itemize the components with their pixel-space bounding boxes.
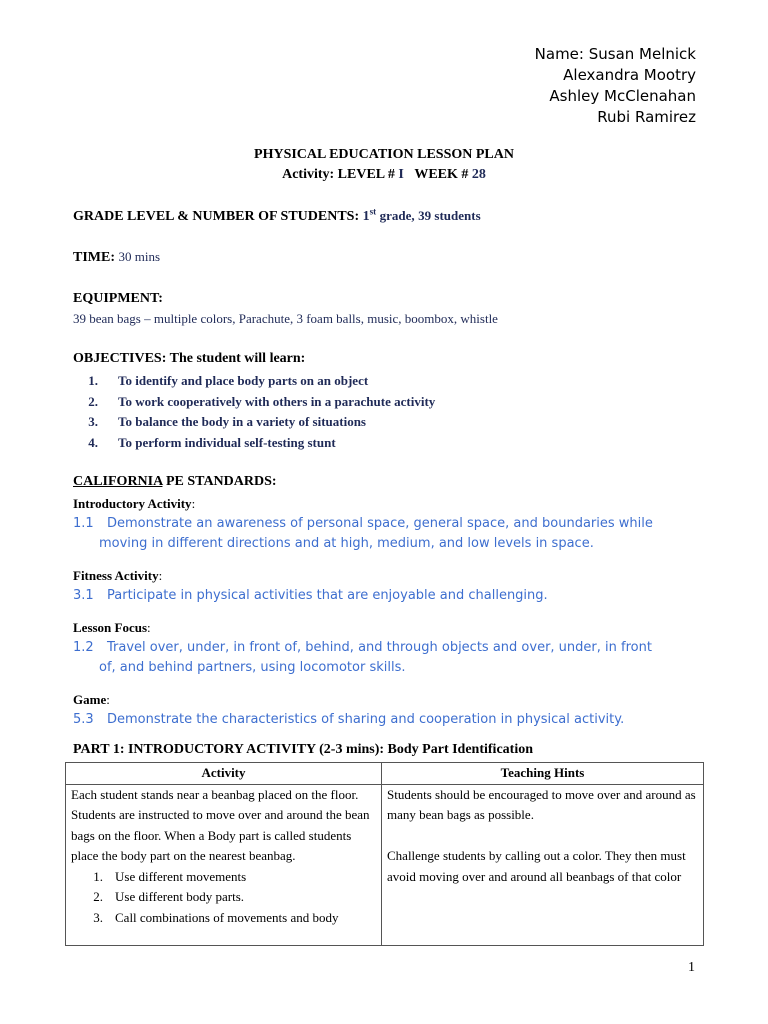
standard-heading: Fitness Activity [73,568,159,583]
teaching-hints-cell [382,784,704,945]
list-item: 2. To work cooperatively with others in a parachute activity [88,393,436,409]
activity-week-label: WEEK # [414,167,469,182]
standard-section: Introductory Activity: 1.1 Demonstrate an awareness of personal space, general space, and boundaries while moving in different directions and at high, medium, and low levels in space. [73,494,653,554]
list-item: 4. To perform individual self-testing stunt [88,434,336,450]
standard-text: Travel over, under, in front of, behind, and through objects and over, under, in front [107,640,652,655]
standard-number: 1.1 [73,516,94,531]
table-row [66,784,704,945]
student-count: 39 students [418,208,481,223]
author-name: Name: Susan Melnick [534,45,696,63]
activity-steps [71,867,376,929]
author-name: Rubi Ramirez [597,108,696,126]
grade-level-line [73,208,481,225]
time-label: TIME: [73,250,115,265]
standard-heading: Introductory Activity [73,496,192,511]
author-names [535,44,696,128]
grade-number: 1st [362,206,377,224]
teaching-hint: Challenge students by calling out a color. They then must avoid moving over and around all beanbags of that color [387,848,686,884]
standard-text: moving in different directions and at high, medium, and low levels in space. [99,536,594,551]
activity-level-label: Activity: LEVEL # [282,167,395,182]
standard-section: Lesson Focus: 1.2 Travel over, under, in front of, behind, and through objects and over, under, in front of, and behind partners, using locomotor skills. [73,618,652,678]
activity-line [0,167,768,183]
standard-number: 1.2 [73,640,94,655]
standard-number: 3.1 [73,588,94,603]
grade-label: GRADE LEVEL & NUMBER OF STUDENTS: [73,209,360,224]
list-item: 3. Call combinations of movements and body [93,909,339,925]
activity-table [65,762,704,946]
standard-section: Game: 5.3 Demonstrate the characteristics of sharing and cooperation in physical activity. [73,690,624,730]
document-title: PHYSICAL EDUCATION LESSON PLAN [254,147,514,162]
standard-heading: Game [73,692,107,707]
objectives-list [73,371,435,453]
standard-text: Demonstrate the characteristics of sharing and cooperation in physical activity. [107,712,625,727]
equipment-value: 39 bean bags – multiple colors, Parachute, 3 foam balls, music, boombox, whistle [73,311,498,326]
standard-heading: Lesson Focus [73,620,148,635]
activity-level-value: I [398,167,404,182]
list-item: 1. To identify and place body parts on an object [88,373,369,388]
teaching-hint: Students should be encouraged to move over and around as many bean bags as possible. [387,786,696,822]
list-item: 3. To balance the body in a variety of situations [88,414,366,429]
standard-text: Participate in physical activities that are enjoyable and challenging. [107,588,548,603]
page-number: 1 [688,960,695,975]
table-header-row [66,763,704,785]
time-value: 30 mins [118,249,161,264]
part1-title: PART 1: INTRODUCTORY ACTIVITY (2-3 mins): Body Part Identification [73,742,533,757]
activity-description: Each student stands near a beanbag placed on the floor. Students are instructed to move over and around the bean bags on the floor. When a Body part is called students place the body part on the nearest beanbag. [71,786,370,863]
standard-text: Demonstrate an awareness of personal space, general space, and boundaries while [107,516,653,531]
standards-label: CALIFORNIA PE STANDARDS: [73,474,277,489]
author-name: Ashley McClenahan [549,87,696,105]
grade-word: grade, [379,208,415,223]
equipment-label: EQUIPMENT: [73,291,163,306]
list-item: 2. Use different body parts. [93,889,245,904]
column-header-activity: Activity [66,763,382,785]
activity-week-value: 28 [471,167,486,182]
author-name: Alexandra Mootry [563,66,696,84]
activity-cell [66,784,382,945]
objectives-label: OBJECTIVES: The student will learn: [73,351,306,366]
time-line [73,249,160,266]
standard-number: 5.3 [73,712,94,727]
column-header-teaching-hints: Teaching Hints [382,763,704,785]
list-item: 1. Use different movements [93,868,247,884]
standard-text: of, and behind partners, using locomotor skills. [99,660,406,675]
standard-section: Fitness Activity: 3.1 Participate in physical activities that are enjoyable and challenging. [73,566,548,606]
